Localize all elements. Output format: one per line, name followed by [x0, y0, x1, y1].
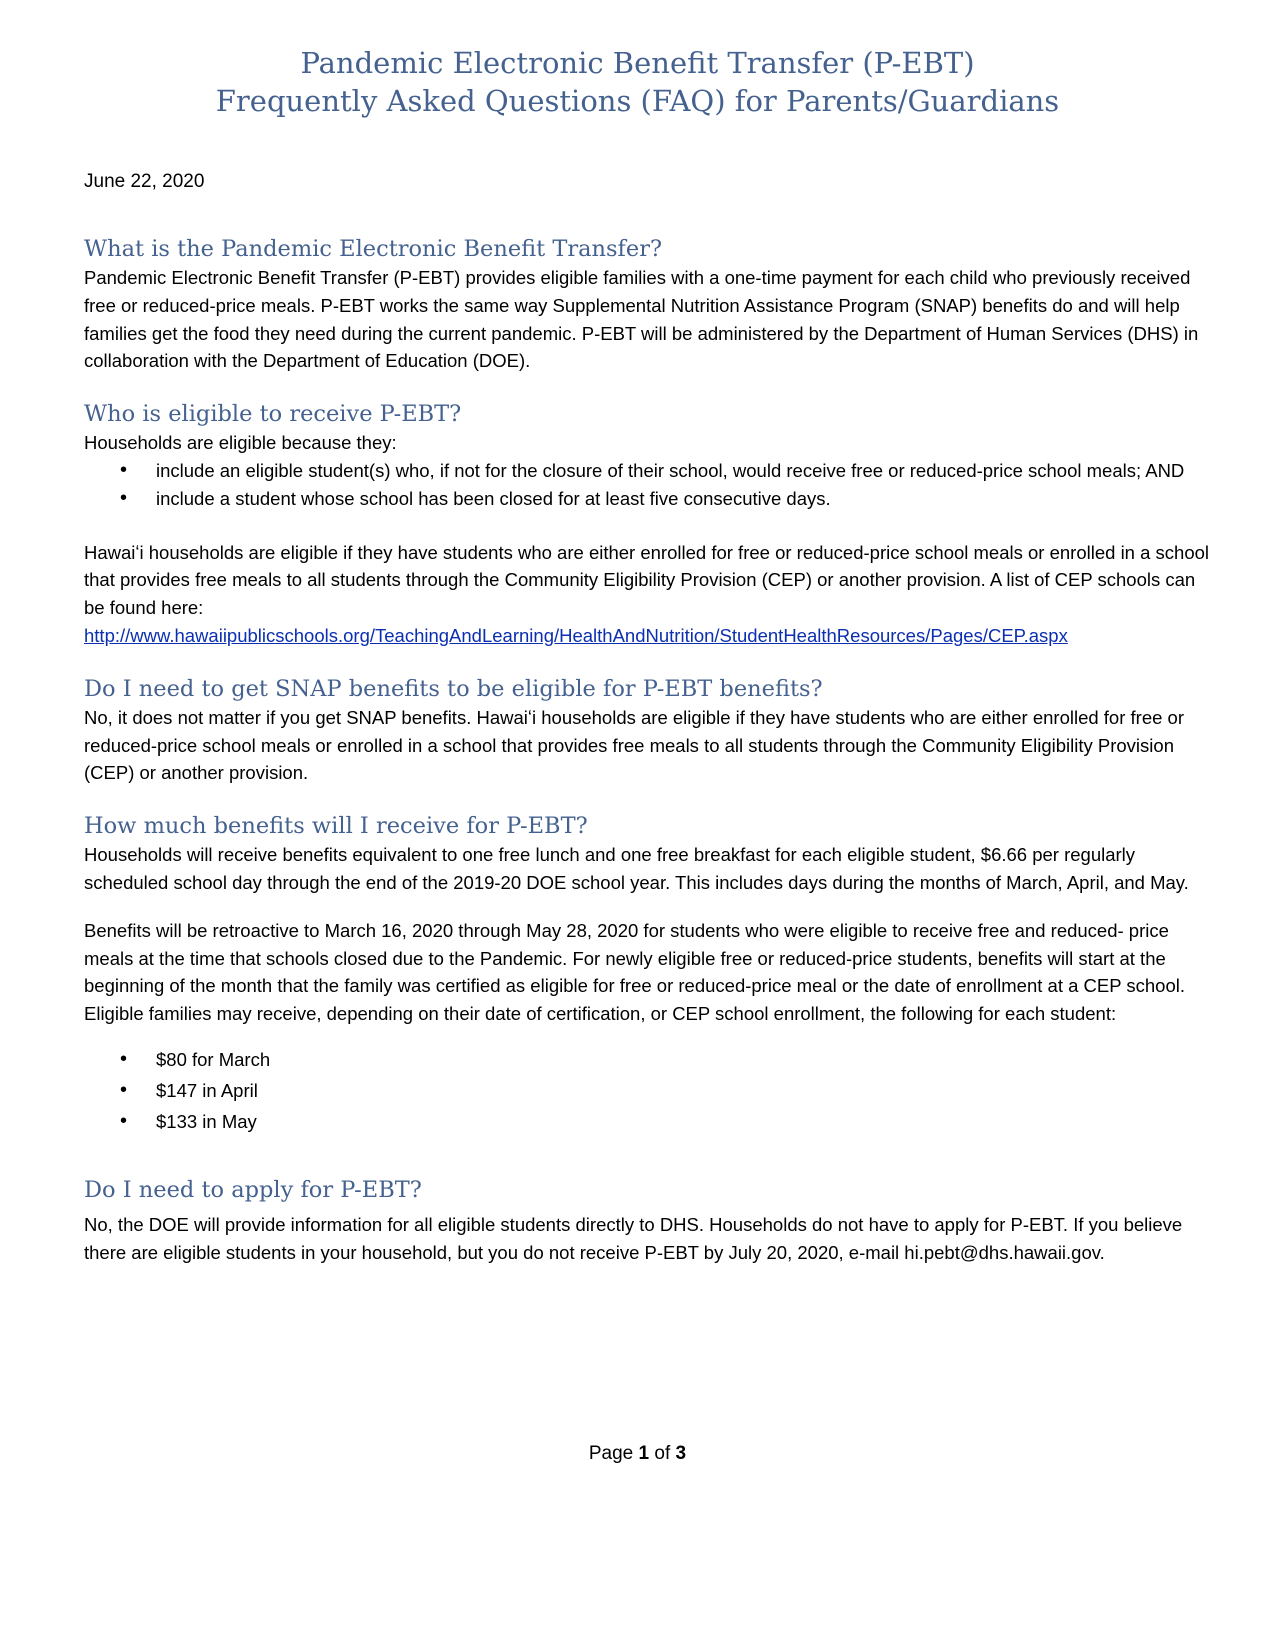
list-item: • include a student whose school has been closed for at least five consecutive days. [156, 485, 1209, 513]
page-total: 3 [675, 1443, 687, 1464]
page-number [0, 1442, 1275, 1466]
list-item: • $80 for March [156, 1044, 1209, 1075]
list-item: • $133 in May [156, 1106, 1209, 1137]
section-heading-apply: Do I need to apply for P-EBT? [84, 1176, 422, 1203]
section-body-snap: No, it does not matter if you get SNAP benefits. Hawaiʻi households are eligible if they have students who are either enrolled for free or reduced-price school meals or enrolled in a school that provides free meals to all students through the Community Eligibility Provision (CEP) or another provision. [84, 706, 1184, 784]
cep-schools-link[interactable]: http://www.hawaiipublicschools.org/TeachingAndLearning/HealthAndNutrition/StudentHealthResources/Pages/CEP.aspx [84, 624, 1068, 646]
eligibility-intro: Households are eligible because they: [84, 432, 397, 454]
section-heading-what-is-pebt: What is the Pandemic Electronic Benefit Transfer? [84, 236, 663, 262]
section-heading-benefit-amount: How much benefits will I receive for P-EBT? [84, 813, 588, 840]
title-line-2: Frequently Asked Questions (FAQ) for Parents/Guardians [215, 84, 1060, 118]
benefit-amount-body-1: Households will receive benefits equivalent to one free lunch and one free breakfast for each eligible student, $6.66 per regularly scheduled school day through the end of the 2019-20 DOE school year. This includes days during the months of March, April, and May. [84, 844, 1189, 893]
of-word: of [654, 1443, 671, 1464]
document-date: June 22, 2020 [84, 171, 205, 192]
benefit-amount-body-2: Benefits will be retroactive to March 16, 2020 through May 28, 2020 for students who were eligible to receive free and reduced- price meals at the time that schools closed due to the Pandemic. For newly eligible free or reduced-price students, benefits will start at the beginning of the month that the family was certified as eligible for free or reduced-price meal or the date of enrollment at a CEP school. Eligible families may receive, depending on their date of certification, or CEP school enrollment, the following for each student: [84, 919, 1186, 1025]
title-line-1: Pandemic Electronic Benefit Transfer (P-EBT) [300, 46, 975, 80]
document-body [84, 234, 1209, 1267]
page-current: 1 [638, 1443, 650, 1464]
eligibility-body: Hawaiʻi households are eligible if they have students who are either enrolled for free or reduced-price school meals or enrolled in a school that provides free meals to all students through the Community Eligibility Provision (CEP) or another provision. A list of CEP schools can be found here: [84, 541, 1210, 619]
eligibility-list [84, 457, 1209, 513]
section-heading-snap: Do I need to get SNAP benefits to be eligible for P-EBT benefits? [84, 675, 823, 702]
section-heading-eligibility: Who is eligible to receive P-EBT? [84, 401, 462, 428]
list-item: • include an eligible student(s) who, if not for the closure of their school, would receive free or reduced-price school meals; AND [156, 457, 1209, 485]
document-title [0, 44, 1275, 120]
list-item: • $147 in April [156, 1075, 1209, 1106]
section-body-what-is-pebt: Pandemic Electronic Benefit Transfer (P-EBT) provides eligible families with a one-time payment for each child who previously received free or reduced-price meals. P-EBT works the same way Supplemental Nutrition Assistance Program (SNAP) benefits do and will help families get the food they need during the current pandemic. P-EBT will be administered by the Department of Human Services (DHS) in collaboration with the Department of Education (DOE). [84, 267, 1199, 372]
section-body-apply: No, the DOE will provide information for all eligible students directly to DHS. Households do not have to apply for P-EBT. If you believe there are eligible students in your household, but you do not receive P-EBT by July 20, 2020, e-mail hi.pebt@dhs.hawaii.gov. [84, 1213, 1183, 1263]
page-word: Page [588, 1443, 634, 1464]
benefit-amount-list [84, 1044, 1209, 1137]
